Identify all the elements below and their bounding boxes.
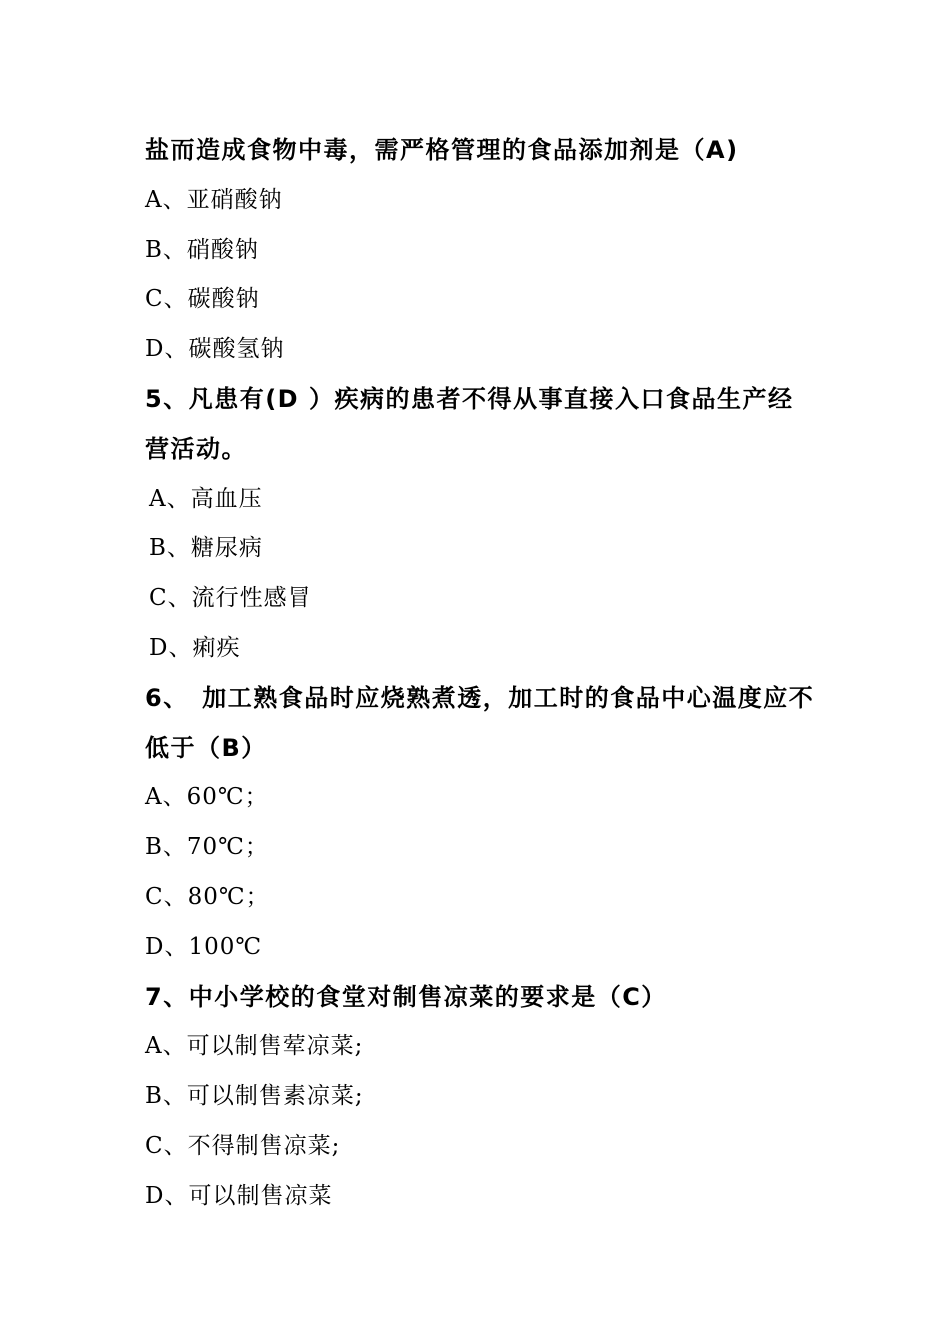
question-6-option-c: C、80℃； xyxy=(145,883,270,910)
question-6-option-d: D、100℃ xyxy=(145,933,263,960)
question-6-stem: 6、 加工熟食品时应烧熟煮透，加工时的食品中心温度应不 xyxy=(145,683,815,712)
question-5-stem-cont: 营活动。 xyxy=(145,434,247,463)
question-7-option-c: C、不得制售凉菜; xyxy=(145,1132,341,1159)
question-6-stem-cont: 低于（B） xyxy=(145,733,267,762)
question-7-stem: 7、中小学校的食堂对制售凉菜的要求是（C） xyxy=(145,982,667,1011)
question-5-option-d: D、痢疾 xyxy=(149,634,241,661)
document-body xyxy=(145,126,825,1222)
question-7-option-a: A、可以制售荤凉菜; xyxy=(145,1033,364,1060)
question-6-option-b: B、70℃； xyxy=(145,834,269,861)
question-4-option-c: C、碳酸钠 xyxy=(145,286,260,313)
question-4-option-b: B、硝酸钠 xyxy=(145,236,259,263)
question-4-option-d: D、碳酸氢钠 xyxy=(145,336,285,363)
question-4-stem-end: 盐而造成食物中毒，需严格管理的食品添加剂是（A) xyxy=(145,136,739,164)
question-5-option-a: A、高血压 xyxy=(149,485,263,512)
question-7-option-d: D、可以制售凉菜 xyxy=(145,1182,333,1209)
question-5-option-c: C、流行性感冒 xyxy=(149,585,312,612)
question-4-option-a: A、亚硝酸钠 xyxy=(145,186,283,213)
question-7-option-b: B、可以制售素凉菜; xyxy=(145,1083,364,1110)
question-6-option-a: A、60℃； xyxy=(145,784,269,811)
question-5-option-b: B、糖尿病 xyxy=(149,535,263,562)
question-5-stem: 5、凡患有(D ）疾病的患者不得从事直接入口食品生产经 xyxy=(145,384,794,413)
